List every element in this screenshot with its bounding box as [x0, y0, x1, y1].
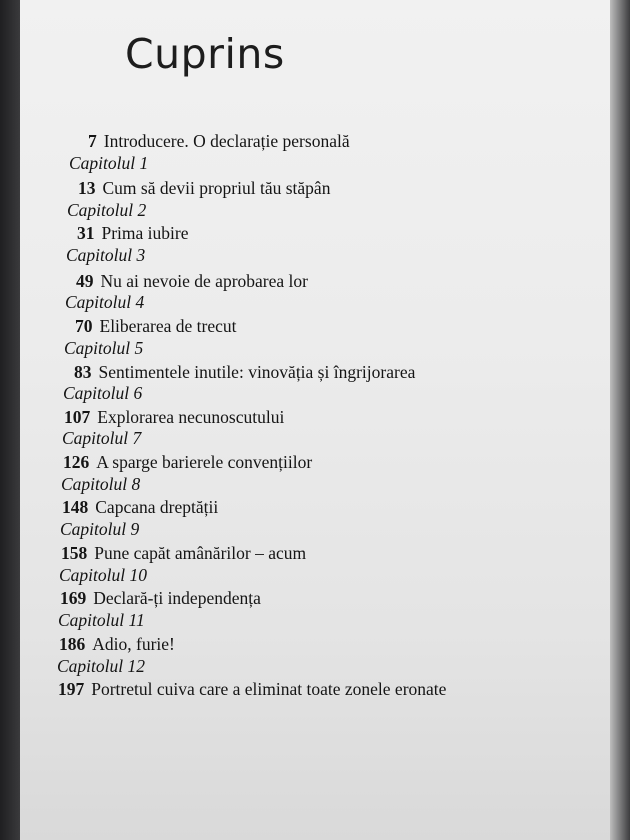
toc-entry-title: Portretul cuiva care a eliminat toate zonele eronate: [91, 679, 447, 699]
toc-entry: [74, 362, 415, 383]
toc-entry-title: Eliberarea de trecut: [99, 316, 237, 336]
toc-page-number: 31: [77, 223, 95, 243]
toc-page-number: 7: [88, 131, 97, 151]
toc-page-number: 169: [60, 588, 87, 608]
toc-entry: [88, 131, 350, 152]
toc-entry: [77, 223, 189, 244]
toc-page-number: 197: [58, 679, 85, 699]
toc-entry-title: Capcana dreptății: [95, 497, 219, 517]
toc-entry-title: Sentimentele inutile: vinovăția și îngrijorarea: [98, 362, 416, 382]
chapter-label: Capitolul 10: [59, 565, 147, 585]
toc-entry: [58, 679, 446, 700]
chapter-label: Capitolul 12: [57, 656, 145, 676]
toc-entry-title: Prima iubire: [101, 223, 189, 243]
toc-page-number: 107: [64, 407, 91, 427]
toc-entry-title: Introducere. O declarație personală: [103, 131, 350, 151]
chapter-label: Capitolul 8: [61, 474, 141, 494]
page-shadow-right: [610, 0, 630, 840]
toc-entry: [64, 407, 284, 428]
chapter-label: Capitolul 5: [64, 338, 144, 358]
table-of-contents: [20, 0, 610, 840]
page-title: Cuprins: [125, 30, 285, 78]
toc-entry: [78, 178, 330, 199]
chapter-label: Capitolul 11: [58, 610, 145, 630]
toc-page-number: 49: [76, 271, 94, 291]
toc-entry-title: A sparge barierele convențiilor: [96, 452, 313, 472]
toc-entry: [61, 543, 306, 564]
toc-page-number: 158: [61, 543, 88, 563]
toc-page-number: 13: [78, 178, 96, 198]
chapter-label: Capitolul 7: [62, 428, 142, 448]
toc-entry-title: Pune capăt amânărilor – acum: [94, 543, 307, 563]
chapter-label: Capitolul 6: [63, 383, 143, 403]
toc-entry: [60, 588, 261, 609]
chapter-label: Capitolul 3: [66, 245, 146, 265]
toc-entry: [63, 452, 312, 473]
toc-page-number: 83: [74, 362, 92, 382]
toc-page-number: 70: [75, 316, 93, 336]
book-page: [20, 0, 610, 840]
chapter-label: Capitolul 2: [67, 200, 147, 220]
toc-entry-title: Explorarea necunoscutului: [97, 407, 285, 427]
toc-page-number: 148: [62, 497, 89, 517]
toc-page-number: 126: [63, 452, 90, 472]
toc-entry: [59, 634, 175, 655]
page-shadow-left: [0, 0, 20, 840]
toc-entry: [75, 316, 237, 337]
toc-entry-title: Adio, furie!: [92, 634, 175, 654]
toc-entry-title: Cum să devii propriul tău stăpân: [102, 178, 331, 198]
chapter-label: Capitolul 9: [60, 519, 140, 539]
toc-page-number: 186: [59, 634, 86, 654]
toc-entry-title: Nu ai nevoie de aprobarea lor: [100, 271, 308, 291]
chapter-label: Capitolul 4: [65, 292, 145, 312]
toc-entry: [62, 497, 218, 518]
toc-entry-title: Declară-ți independența: [93, 588, 261, 608]
toc-entry: [76, 271, 308, 292]
chapter-label: Capitolul 1: [69, 153, 149, 173]
